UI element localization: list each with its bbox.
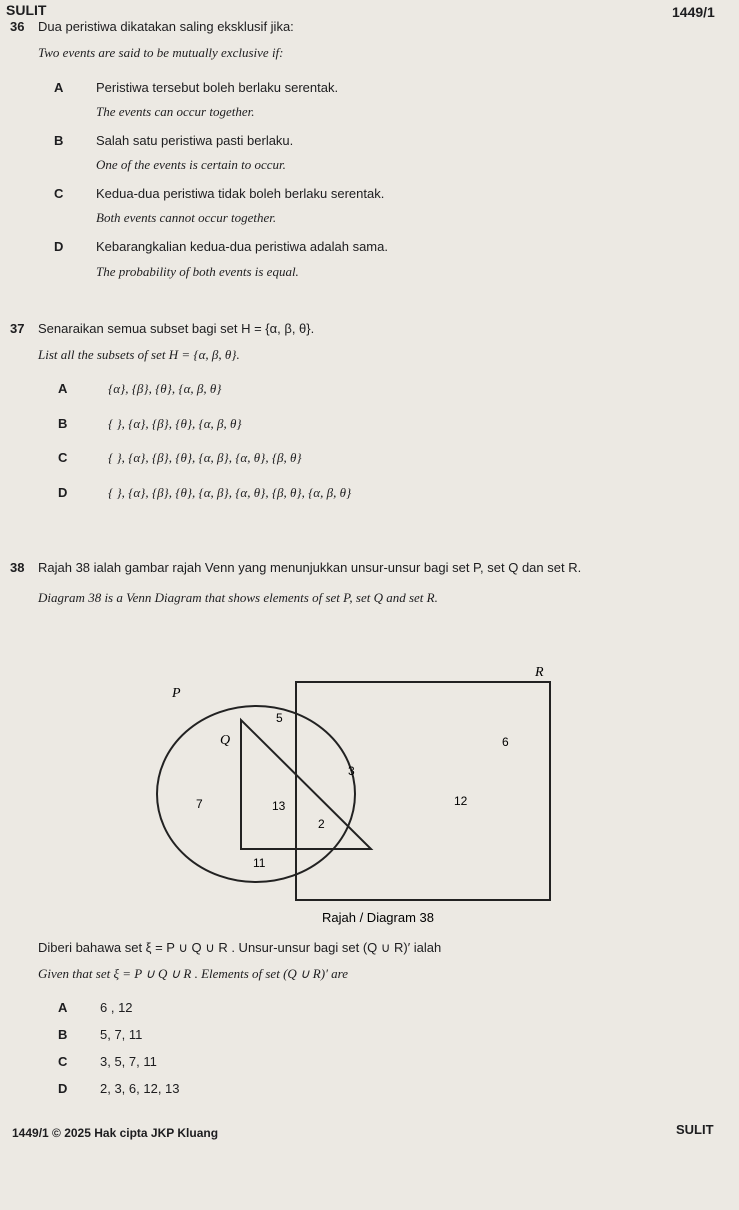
option-b-text-en: One of the events is certain to occur. xyxy=(96,157,286,172)
option-b-text-ms: Salah satu peristiwa pasti berlaku. xyxy=(96,133,294,148)
option-b-text: { }, {α}, {β}, {θ}, {α, β, θ} xyxy=(108,416,242,431)
option-b-letter[interactable]: B xyxy=(54,133,64,148)
question-stem-en: Two events are said to be mutually exclusive if: xyxy=(38,45,284,60)
question-stem-en: List all the subsets of set H = {α, β, θ}. xyxy=(38,347,240,362)
given-statement-ms: Diberi bahawa set ξ = P ∪ Q ∪ R . Unsur-unsur bagi set (Q ∪ R)′ ialah xyxy=(38,940,442,955)
option-a-text-en: The events can occur together. xyxy=(96,104,255,119)
element-13: 13 xyxy=(272,799,286,813)
element-12: 12 xyxy=(454,794,468,808)
option-d-text-ms: Kebarangkalian kedua-dua peristiwa adalah sama. xyxy=(96,239,388,254)
element-2: 2 xyxy=(318,817,325,831)
footer-sulit: SULIT xyxy=(676,1122,714,1137)
question-stem-ms: Senaraikan semua subset bagi set H = {α, β, θ}. xyxy=(38,321,315,336)
label-set-q: Q xyxy=(220,733,231,748)
option-d-letter[interactable]: D xyxy=(58,485,68,500)
footer-copyright: 1449/1 © 2025 Hak cipta JKP Kluang xyxy=(12,1126,219,1140)
element-7: 7 xyxy=(196,797,203,811)
option-c-text-en: Both events cannot occur together. xyxy=(96,210,277,225)
header-paper-code: 1449/1 xyxy=(672,4,715,20)
label-set-p: P xyxy=(172,686,181,701)
given-statement-en: Given that set ξ = P ∪ Q ∪ R . Elements of set (Q ∪ R)′ are xyxy=(38,966,349,981)
option-c-text: { }, {α}, {β}, {θ}, {α, β}, {α, θ}, {β, θ} xyxy=(108,450,302,465)
element-11: 11 xyxy=(253,856,266,870)
question-stem-ms: Rajah 38 ialah gambar rajah Venn yang menunjukkan unsur-unsur bagi set P, set Q dan set R. xyxy=(38,560,582,575)
question-stem-ms: Dua peristiwa dikatakan saling eksklusif jika: xyxy=(38,19,294,34)
option-b-letter[interactable]: B xyxy=(58,416,68,431)
option-d-letter[interactable]: D xyxy=(54,239,64,254)
label-set-r: R xyxy=(535,665,544,680)
question-number: 36 xyxy=(10,19,25,34)
option-a-letter[interactable]: A xyxy=(58,1000,68,1015)
option-c-text-ms: Kedua-dua peristiwa tidak boleh berlaku serentak. xyxy=(96,186,385,201)
set-r-rectangle xyxy=(296,682,550,900)
element-6: 6 xyxy=(502,735,509,749)
option-d-text: 2, 3, 6, 12, 13 xyxy=(100,1081,180,1096)
header-sulit: SULIT xyxy=(6,2,47,18)
venn-diagram xyxy=(150,662,570,937)
option-c-letter[interactable]: C xyxy=(58,450,68,465)
option-c-letter[interactable]: C xyxy=(58,1054,68,1069)
question-stem-en: Diagram 38 is a Venn Diagram that shows elements of set P, set Q and set R. xyxy=(38,590,438,605)
option-a-text: {α}, {β}, {θ}, {α, β, θ} xyxy=(108,381,222,396)
set-q-triangle xyxy=(241,720,371,849)
option-b-text: 5, 7, 11 xyxy=(100,1027,143,1042)
diagram-caption: Rajah / Diagram 38 xyxy=(322,910,434,925)
option-d-letter[interactable]: D xyxy=(58,1081,68,1096)
question-number: 38 xyxy=(10,560,25,575)
option-c-text: 3, 5, 7, 11 xyxy=(100,1054,157,1069)
element-3: 3 xyxy=(348,764,355,778)
element-5: 5 xyxy=(276,711,283,725)
option-d-text-en: The probability of both events is equal. xyxy=(96,264,299,279)
option-a-letter[interactable]: A xyxy=(58,381,68,396)
option-a-text-ms: Peristiwa tersebut boleh berlaku serentak. xyxy=(96,80,339,95)
option-d-text: { }, {α}, {β}, {θ}, {α, β}, {α, θ}, {β, θ}, {α, β, θ} xyxy=(108,485,352,500)
question-number: 37 xyxy=(10,321,25,336)
option-c-letter[interactable]: C xyxy=(54,186,64,201)
option-b-letter[interactable]: B xyxy=(58,1027,68,1042)
option-a-letter[interactable]: A xyxy=(54,80,64,95)
option-a-text: 6 , 12 xyxy=(100,1000,133,1015)
